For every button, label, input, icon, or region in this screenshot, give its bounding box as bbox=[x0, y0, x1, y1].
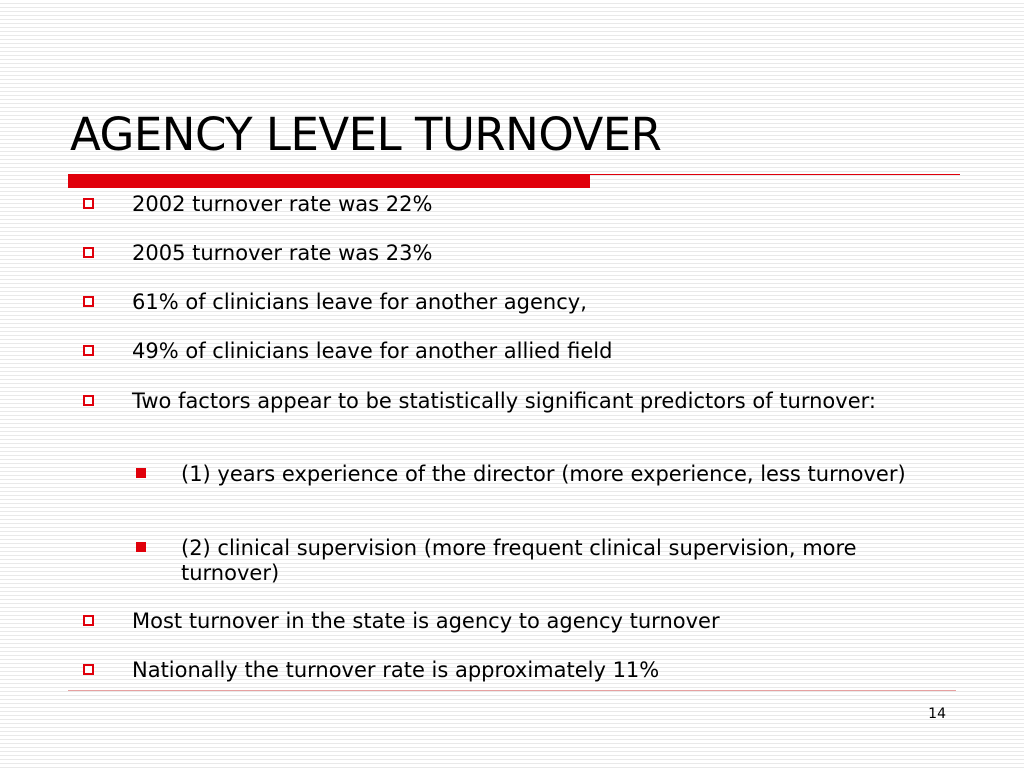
bullet-text: 61% of clinicians leave for another agency, bbox=[132, 290, 587, 314]
bullet-text: Most turnover in the state is agency to agency turnover bbox=[132, 609, 720, 633]
bullet-text: (2) clinical supervision (more frequent clinical supervision, more turnover) bbox=[181, 536, 857, 585]
list-item bbox=[181, 462, 911, 487]
bullet-text: 2002 turnover rate was 22% bbox=[132, 192, 433, 216]
list-item bbox=[132, 658, 932, 683]
hollow-square-bullet-icon bbox=[83, 296, 94, 307]
list-item bbox=[132, 290, 932, 315]
hollow-square-bullet-icon bbox=[83, 395, 94, 406]
footer-divider bbox=[68, 690, 956, 691]
hollow-square-bullet-icon bbox=[83, 664, 94, 675]
bullet-text: Nationally the turnover rate is approximately 11% bbox=[132, 658, 660, 682]
bullet-text: Two factors appear to be statistically significant predictors of turnover: bbox=[132, 389, 876, 413]
list-item bbox=[181, 536, 911, 586]
title-underline-rule bbox=[590, 174, 960, 175]
bullet-text: (1) years experience of the director (more experience, less turnover) bbox=[181, 462, 906, 486]
list-item bbox=[132, 339, 932, 364]
list-item bbox=[132, 241, 932, 266]
list-item bbox=[132, 389, 932, 414]
filled-square-bullet-icon bbox=[136, 468, 146, 478]
title-underline-accent bbox=[68, 174, 590, 188]
bullet-text: 49% of clinicians leave for another allied field bbox=[132, 339, 613, 363]
page-number: 14 bbox=[928, 706, 946, 722]
hollow-square-bullet-icon bbox=[83, 247, 94, 258]
filled-square-bullet-icon bbox=[136, 542, 146, 552]
bullet-text: 2005 turnover rate was 23% bbox=[132, 241, 433, 265]
slide-title: AGENCY LEVEL TURNOVER bbox=[70, 108, 662, 161]
hollow-square-bullet-icon bbox=[83, 615, 94, 626]
list-item bbox=[132, 609, 932, 634]
hollow-square-bullet-icon bbox=[83, 345, 94, 356]
list-item bbox=[132, 192, 932, 217]
hollow-square-bullet-icon bbox=[83, 198, 94, 209]
